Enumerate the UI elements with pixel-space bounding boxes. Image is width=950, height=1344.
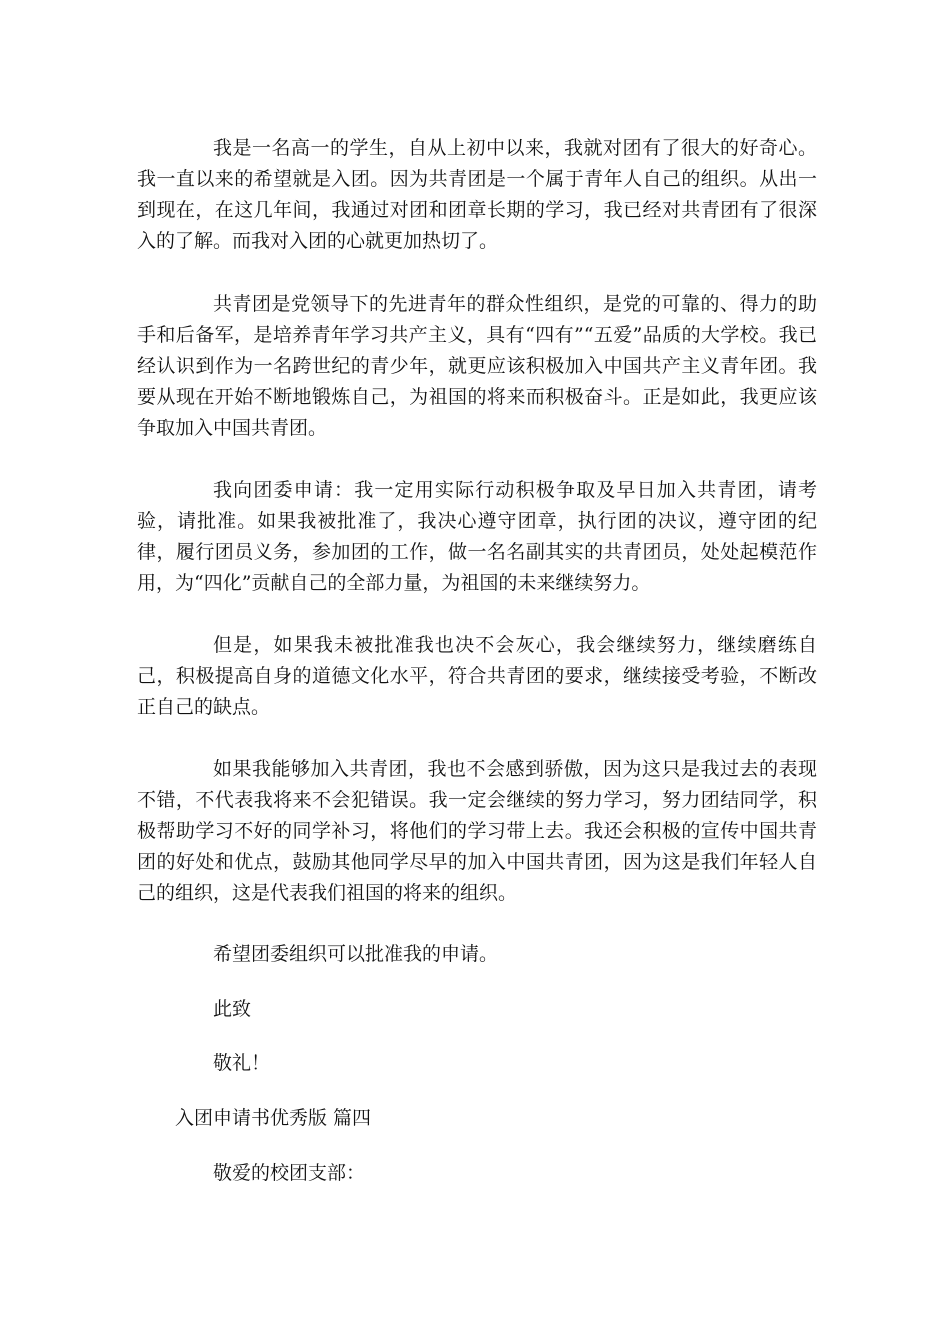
salutation-line-1: 此致 [213,998,252,1020]
salutation-line-2: 敬礼！ [213,1052,271,1074]
paragraph-1: 我是一名高一的学生，自从上初中以来，我就对团有了很大的好奇心。我一直以来的希望就是入团。因为共青团是一个属于青年人自己的组织。从出一到现在，在这几年间，我通过对团和团章长期的学习，我已经对共青团有了很深入的了解。而我对入团的心就更加热切了。 [137,137,817,252]
paragraph-5: 如果我能够加入共青团，我也不会感到骄傲，因为这只是我过去的表现不错，不代表我将来不会犯错误。我一定会继续的努力学习，努力团结同学，积极帮助学习不好的同学补习，将他们的学习带上去。我还会积极的宣传中国共青团的好处和优点，鼓励其他同学尽早的加入中国共青团，因为这是我们年轻人自己的组织，这是代表我们祖国的将来的组织。 [137,758,817,904]
section-heading: 入团申请书优秀版 篇四 [175,1107,372,1129]
closing-request: 希望团委组织可以批准我的申请。 [213,943,499,965]
paragraph-3: 我向团委申请：我一定用实际行动积极争取及早日加入共青团，请考验，请批准。如果我被批准了，我决心遵守团章，执行团的决议，遵守团的纪律，履行团员义务，参加团的工作，做一名名副其实的共青团员，处处起模范作用，为“四化”贡献自己的全部力量，为祖国的未来继续努力。 [137,479,817,594]
paragraph-2: 共青团是党领导下的先进青年的群众性组织，是党的可靠的、得力的助手和后备军，是培养青年学习共产主义，具有“四有”“五爱”品质的大学校。我已经认识到作为一名跨世纪的青少年，就更应该积极加入中国共产主义青年团。我要从现在开始不断地锻炼自己，为祖国的将来而积极奋斗。正是如此，我更应该争取加入中国共青团。 [137,293,817,439]
paragraph-4: 但是，如果我未被批准我也决不会灰心，我会继续努力，继续磨练自己，积极提高自身的道德文化水平，符合共青团的要求，继续接受考验，不断改正自己的缺点。 [137,634,817,718]
addressee-line: 敬爱的校团支部： [213,1162,366,1184]
